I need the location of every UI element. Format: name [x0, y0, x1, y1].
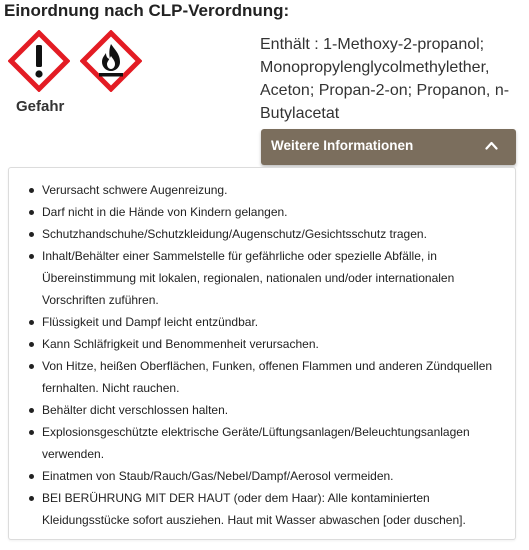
section-title: Einordnung nach CLP-Verordnung:: [4, 1, 290, 20]
exclamation-mark-hazard-icon: [8, 30, 70, 92]
hazard-pictograms: [8, 30, 158, 120]
list-item: Behälter dicht verschlossen halten.: [42, 399, 503, 421]
list-item: Verursacht schwere Augenreizung.: [42, 179, 503, 201]
list-item: Explosionsgeschützte elektrische Geräte/Lüftungsanlagen/Beleuchtungsanlagen verwenden.: [42, 421, 503, 465]
list-item: Darf nicht in die Hände von Kindern gelangen.: [42, 201, 503, 223]
list-item: Inhalt/Behälter einer Sammelstelle für gefährliche oder spezielle Abfälle, in Übereinstimmung mit lokalen, regionalen, nationalen und/oder internationalen Vorschriften zuführen.: [42, 245, 503, 311]
signal-word: Gefahr: [16, 98, 65, 115]
hazard-statements-panel: [8, 167, 516, 540]
hazard-statements-list: [9, 168, 515, 531]
list-item: BEI BERÜHRUNG MIT DER HAUT (oder dem Haar): Alle kontaminierten Kleidungsstücke sofort ausziehen. Haut mit Wasser abwaschen [oder duschen].: [42, 487, 503, 531]
list-item: Kann Schläfrigkeit und Benommenheit verursachen.: [42, 333, 503, 355]
more-info-button-label: Weitere Informationen: [271, 138, 414, 153]
list-item: Einatmen von Staub/Rauch/Gas/Nebel/Dampf/Aerosol vermeiden.: [42, 465, 503, 487]
list-item: Von Hitze, heißen Oberflächen, Funken, offenen Flammen und anderen Zündquellen fernhalten. Nicht rauchen.: [42, 355, 503, 399]
flame-hazard-icon: [80, 30, 142, 92]
list-item: Flüssigkeit und Dampf leicht entzündbar.: [42, 311, 503, 333]
list-item: Schutzhandschuhe/Schutzkleidung/Augenschutz/Gesichtsschutz tragen.: [42, 223, 503, 245]
chevron-up-icon: [485, 141, 498, 150]
more-info-button[interactable]: [261, 129, 516, 165]
contains-text: Enthält : 1-Methoxy-2-propanol; Monopropylenglycolmethylether, Aceton; Propan-2-on; Propanon, n-Butylacetat: [260, 36, 510, 122]
